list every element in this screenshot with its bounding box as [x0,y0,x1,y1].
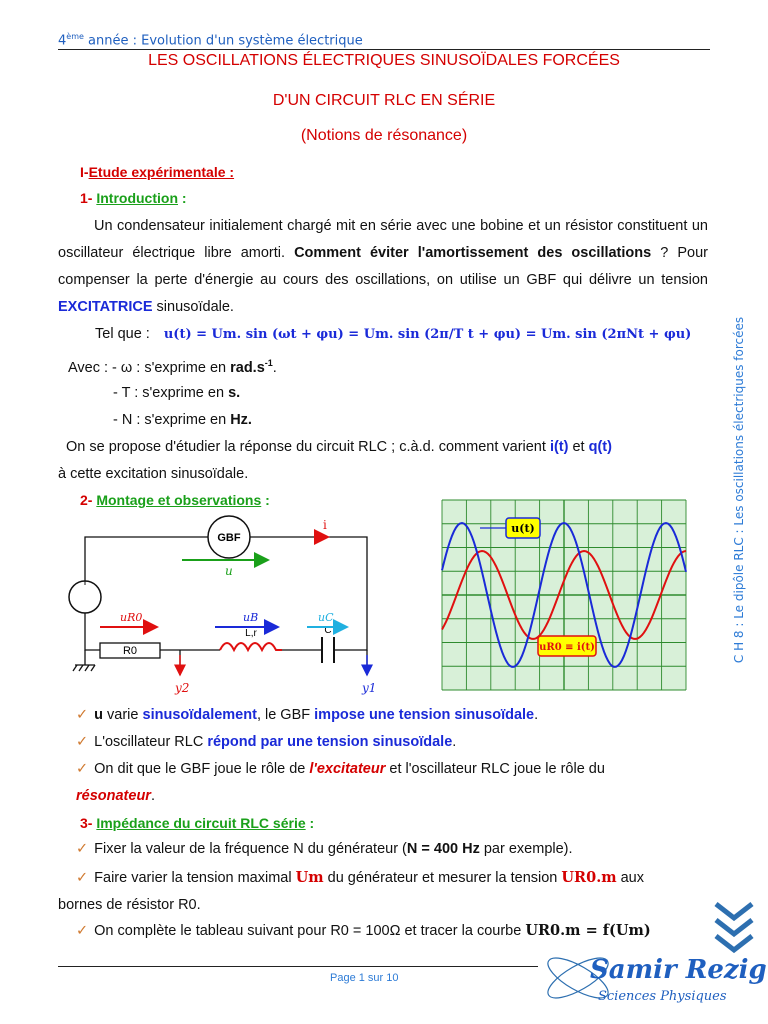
title-line-2: D'UN CIRCUIT RLC EN SÉRIE [272,92,496,109]
formula-line [95,326,691,342]
formula-tel: Tel que : [95,326,150,342]
subsection-1-label: Introduction [96,190,178,206]
step-1-a: Fixer la valeur de la fréquence N du générateur ( [94,841,407,857]
step-2-a: Faire varier la tension maximal [94,870,296,886]
obs-1-d: , le GBF [256,707,315,723]
step-2-f: bornes de résistor R0. [58,897,201,913]
avec-1-c: -1 [264,358,273,368]
check-icon: ✓ [76,761,89,777]
subsection-2-num: 2- [80,492,93,508]
subsection-1-colon: : [178,190,187,206]
chapter-side-text: C H 8 : Le dipôle RLC : Les oscillations électriques forcées [732,316,746,664]
avec-1-d: . [272,359,277,376]
section-1-label: Etude expérimentale : [88,164,235,180]
avec-3-a: - N : s'exprime en [113,412,231,428]
header-text: année : Evolution d'un système électrique [83,33,363,49]
avec-line-2 [113,385,240,401]
uc-label: uC [318,611,334,624]
avec-line-1 [68,358,277,376]
intro-paragraph [58,213,708,321]
section-1-heading [80,164,234,180]
step-1-c: par exemple). [479,841,573,857]
u-label: u [225,564,233,578]
subsection-2-colon: : [261,492,270,508]
subsection-3-label: Impédance du circuit RLC série [96,815,306,831]
response-text-a: On se propose d'étudier la réponse du circuit RLC ; c.à.d. comment varient [66,439,550,455]
wire-top-right [250,537,367,650]
y1-label: y1 [362,681,377,695]
step-2-d: UR0.m [561,869,617,886]
obs-3-c: et l'oscillateur RLC joue le rôle du [385,761,605,777]
subsection-1-heading [80,190,187,206]
response-paragraph [58,434,708,488]
header-ordinal: 4 [58,33,67,49]
check-icon: ✓ [76,841,89,857]
label-i-text: uR0 ≡ i(t) [539,642,595,653]
logo-name: Samir Rezig [590,955,767,985]
response-q: q(t) [588,439,612,455]
obs-2-c: . [452,734,457,750]
obs-3-d: résonateur [76,788,151,804]
step-3-b: UR0.m = f(Um) [525,922,651,939]
label-i-box [538,636,596,656]
obs-1-c: sinusoïdalement [142,707,257,723]
intro-text-c: ? Pour compenser la perte d'énergie au cours des oscillations, on utilise un GBF qui délivre un tension [58,245,708,288]
intro-text-e: sinusoïdale. [152,299,234,315]
ur0-label: uR0 [120,611,143,624]
step-1 [76,841,573,857]
check-icon: ✓ [76,870,89,886]
ammeter-symbol [69,581,101,613]
subsection-3-num: 3- [80,815,93,831]
coil-symbol [220,643,282,650]
gbf-label: GBF [217,532,241,544]
ub-label: uB [243,611,259,624]
check-icon: ✓ [76,707,89,723]
observation-1 [76,707,538,723]
footer-divider [58,966,538,967]
step-1-b: N = 400 Hz [406,841,480,857]
obs-1-a: u [94,707,104,723]
obs-2-a: L'oscillateur RLC [94,734,208,750]
obs-1-b: varie [103,707,143,723]
obs-3-b: l'excitateur [309,761,386,777]
observation-3 [76,756,717,810]
step-3 [76,922,651,939]
intro-text-a: Un condensateur initialement chargé mit en série avec une bobine et un résistor constituent un oscillateur électrique libre amorti. [58,218,708,261]
chapter-side-label [725,315,753,665]
header-ordinal-sup: ème [66,32,84,41]
avec-1-a: Avec : - ω : s'exprime en [68,359,231,376]
step-2-e: aux [616,870,645,886]
step-2 [58,864,716,919]
avec-line-3 [113,412,252,428]
oscilloscope-screen [442,500,686,690]
obs-3-a: On dit que le GBF joue le rôle de [94,761,310,777]
avec-1-b: rad.s [230,359,265,376]
r0-label: R0 [122,645,138,657]
step-2-b: Um [295,869,324,886]
coil-label: L,r [245,628,257,639]
rlc-circuit-diagram [60,515,390,700]
response-text-e: à cette excitation sinusoïdale. [58,466,249,482]
author-logo [538,940,767,1015]
current-label: i [323,518,327,532]
check-icon: ✓ [76,923,89,939]
subsection-3-colon: : [305,815,315,831]
formula-expression: u(t) = Um. sin (ωt + φu) = Um. sin (2π/T t + φu) = Um. sin (2πNt + φu) [163,327,692,342]
label-u-text: u(t) [511,522,535,535]
subsection-1-num: 1- [80,190,93,206]
ground-symbol [73,650,95,671]
title-line-1: LES OSCILLATIONS ÉLECTRIQUES SINUSOÏDALES FORCÉES [148,52,620,69]
document-header [58,32,363,48]
page-number: Page 1 sur 10 [330,972,399,984]
avec-2-a: - T : s'exprime en [113,385,229,401]
subsection-2-label: Montage et observations [96,492,262,508]
title-line-3: (Notions de résonance) [300,127,468,144]
obs-1-f: . [534,707,539,723]
header-divider [58,49,710,50]
obs-2-b: répond par une tension sinusoïdale [207,734,453,750]
subsection-2-heading [80,492,270,508]
observation-2 [76,734,456,750]
response-i: i(t) [549,439,569,455]
step-2-c: du générateur et mesurer la tension [323,870,562,886]
subsection-3-heading [80,815,314,831]
obs-1-e: impose une tension sinusoïdale [314,707,535,723]
intro-question: Comment éviter l'amortissement des oscillations [294,245,652,261]
section-1-prefix: I- [80,164,89,180]
capacitor-label: C [324,625,332,636]
wire-left [85,610,100,650]
avec-3-b: Hz. [230,412,252,428]
logo-subtitle: Sciences Physiques [598,989,727,1004]
intro-excitatrice: EXCITATRICE [58,299,153,315]
obs-3-e: . [150,788,155,804]
response-text-c: et [568,439,589,455]
avec-2-b: s. [228,385,241,401]
y2-label: y2 [175,681,190,695]
step-3-a: On complète le tableau suivant pour R0 = 100Ω et tracer la courbe [94,923,526,939]
check-icon: ✓ [76,734,89,750]
